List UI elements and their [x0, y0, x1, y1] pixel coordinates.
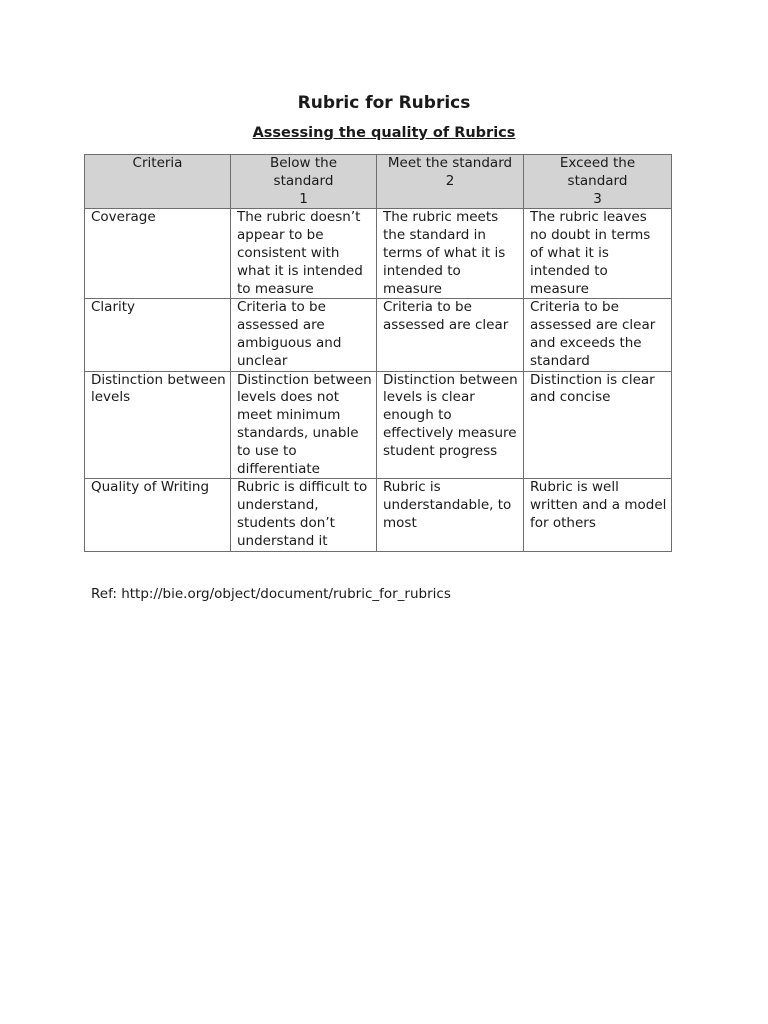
below-cell: The rubric doesn’t appear to be consistent with what it is intended to measure: [231, 209, 377, 299]
exceed-cell: The rubric leaves no doubt in terms of what it is intended to measure: [524, 209, 672, 299]
below-cell: Distinction between levels does not meet minimum standards, unable to use to differentiate: [231, 371, 377, 479]
header-row: [85, 155, 672, 209]
rubric-table: [84, 154, 672, 552]
criteria-cell: Coverage: [85, 209, 231, 299]
exceed-cell: Criteria to be assessed are clear and exceeds the standard: [524, 299, 672, 371]
table-row: [85, 299, 672, 371]
header-score: 3: [593, 190, 602, 207]
page-subtitle: Assessing the quality of Rubrics: [252, 125, 516, 141]
meet-cell: The rubric meets the standard in terms of what it is intended to measure: [377, 209, 524, 299]
criteria-cell: Quality of Writing: [85, 479, 231, 551]
exceed-cell: Rubric is well written and a model for others: [524, 479, 672, 551]
header-meet-standard: [377, 155, 524, 209]
header-text: standard: [567, 172, 628, 189]
header-criteria: [85, 155, 231, 209]
below-cell: Rubric is difficult to understand, students don’t understand it: [231, 479, 377, 551]
header-score: 2: [445, 172, 455, 189]
header-text: Criteria: [132, 155, 183, 171]
criteria-cell: Clarity: [85, 299, 231, 371]
header-below-standard: [231, 155, 377, 209]
table-row: [85, 209, 672, 299]
header-text: Meet the standard: [387, 155, 513, 171]
meet-cell: Rubric is understandable, to most: [377, 479, 524, 551]
table-row: [85, 371, 672, 479]
exceed-cell: Distinction is clear and concise: [524, 371, 672, 479]
criteria-cell: Distinction between levels: [85, 371, 231, 479]
meet-cell: Criteria to be assessed are clear: [377, 299, 524, 371]
header-text: standard: [273, 172, 334, 189]
table-row: [85, 479, 672, 551]
reference-text: Ref: http://bie.org/object/document/rubric_for_rubrics: [91, 586, 451, 602]
meet-cell: Distinction between levels is clear enough to effectively measure student progress: [377, 371, 524, 479]
page-title: Rubric for Rubrics: [297, 93, 471, 113]
header-exceed-standard: [524, 155, 672, 209]
below-cell: Criteria to be assessed are ambiguous and unclear: [231, 299, 377, 371]
header-score: 1: [299, 190, 308, 207]
header-text: Exceed the: [559, 155, 636, 171]
header-text: Below the: [269, 155, 338, 171]
